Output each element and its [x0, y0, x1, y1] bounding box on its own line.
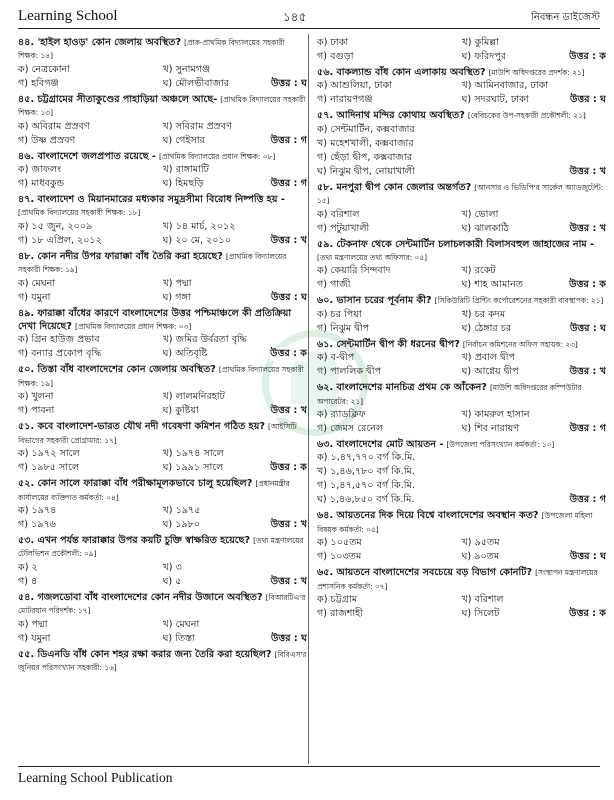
option-row: [317, 422, 606, 436]
option-row: [317, 165, 606, 179]
question-number: ৫৩.: [18, 534, 35, 546]
option: গ) ১৯৭৬: [18, 518, 57, 530]
question-source: [তথ্য মন্ত্রণালয়ের টেলিভিশন প্রকৌশলী: ০৯]: [18, 535, 304, 559]
option: খ) ১৯৭৪ সালে: [162, 448, 224, 460]
question-title: [18, 649, 271, 660]
option-row: [18, 518, 307, 532]
answer: উত্তর : খ: [270, 575, 307, 587]
option: খ) কুমিল্লা: [461, 37, 499, 48]
option: ক) ১৯৭২ সালে: [18, 448, 80, 460]
option: ক) গ্রিন হাউজ প্রভাব: [18, 334, 100, 346]
question-text: [317, 381, 606, 408]
question-source: [প্রাথমিক বিদ্যালয়ের প্রধান শিক্ষক: ০৩]: [74, 322, 192, 332]
option-row: [317, 550, 606, 564]
question-text: [317, 438, 606, 451]
option: ঘ) মৌলভীবাজার: [162, 77, 229, 89]
question-item: [18, 648, 307, 675]
question-stem: 'হাইল হাওড়' কোন জেলায় অবস্থিত?: [37, 37, 182, 48]
question-title: [317, 239, 594, 250]
option: ঘ) সিলেট: [461, 608, 500, 620]
question-number: ৪৯.: [18, 307, 35, 319]
option-row: [18, 504, 307, 518]
question-item: [18, 250, 307, 305]
option: ক) ব-দ্বীপ: [317, 352, 355, 364]
question-stem: চট্টগ্রামের সীতাকুণ্ডের পাহাড়িয়া অঞ্চলে আছে-: [37, 93, 218, 105]
option: ঘ) ঝালকাঠি: [461, 222, 509, 234]
option-row: [18, 404, 307, 418]
question-number: ৬৩.: [317, 439, 334, 451]
option: গ) পাললিক দ্বীপ: [317, 366, 382, 378]
answer: উত্তর : ক: [569, 608, 606, 620]
question-number: ৪৫.: [18, 93, 35, 105]
question-source: [নির্বাচন কমিশনের অফিস সহায়ক: ২৩]: [462, 339, 578, 349]
question-number: ৬৫.: [317, 567, 334, 579]
option-row: [317, 607, 606, 621]
option-row: [18, 134, 307, 148]
header-book-title: নিবন্ধন ডাইজেস্ট: [531, 12, 600, 23]
question-source: [মাউশি অধিদপ্তরের কম্পিউটার অপারেটর: ২১]: [317, 383, 582, 406]
option: ঘ) শাহ আমানত: [461, 279, 523, 291]
option-row: [317, 365, 606, 379]
option: খ) ১,৪৬,৭৮০ বর্গ কি.মি.: [317, 466, 415, 478]
question-number: ৪৮.: [18, 250, 35, 262]
option-row: [18, 220, 307, 234]
question-item: [317, 36, 606, 64]
answer: উত্তর : ঘ: [270, 291, 307, 303]
question-text: [18, 307, 307, 334]
option-row: [317, 351, 606, 365]
question-text: [18, 420, 307, 447]
option: খ) সুনামগঞ্জ: [162, 63, 211, 75]
question-title: [317, 439, 443, 450]
question-text: [18, 193, 307, 220]
question-source: [উপজেলা পরিসংখ্যান কর্মকর্তা: ১০]: [446, 440, 555, 450]
option: ক) সেন্টমার্টিন, কক্সবাজার: [317, 123, 415, 135]
question-number: ৬১.: [317, 338, 334, 350]
question-item: [18, 150, 307, 191]
option: ঘ) সদরঘাট, ঢাকা: [461, 94, 529, 106]
option-row: [317, 536, 606, 550]
option: ক) খুলনা: [18, 391, 54, 403]
question-source: [প্রাথমিক বিদ্যালয়ের প্রধান শিক্ষক: ০৮]: [158, 151, 276, 161]
option: গ) যমুনা: [18, 291, 51, 303]
answer: উত্তর : ঘ: [569, 322, 606, 334]
question-title: [18, 592, 263, 603]
option: গ) উষ্ণ প্রস্রবণ: [18, 134, 76, 146]
option-row: [18, 347, 307, 361]
question-source: [প্রাথমিক বিদ্যালয়ের সহকারী শিক্ষক: ১৮]: [18, 208, 141, 218]
answer: উত্তর : ক: [569, 279, 606, 291]
question-number: ৫১.: [18, 421, 35, 433]
question-text: [317, 509, 606, 536]
option: ক) আশুলিয়া, ঢাকা: [317, 80, 393, 92]
question-text: [317, 294, 606, 307]
question-stem: কোন সালে ফারাক্কা বাঁধ পরীক্ষামূলকভাবে চালু হয়েছিল?: [37, 478, 253, 490]
question-stem: ভাসান চরের পূর্বনাম কী?: [336, 295, 432, 307]
question-stem: গজলডোবা বাঁধ বাংলাদেশের কোন নদীর উজানে অবস্থিত?: [37, 591, 263, 603]
question-item: [317, 294, 606, 335]
answer: উত্তর : খ: [270, 405, 307, 417]
option: ঘ) ১৯৯১ সালে: [162, 462, 224, 474]
option: খ) বরিশাল: [461, 594, 504, 606]
question-item: [317, 381, 606, 436]
option: খ) ৯৫তম: [461, 537, 500, 549]
option-row: [317, 208, 606, 222]
option: গ) গাজী: [317, 279, 351, 291]
question-number: ৪৭.: [18, 194, 35, 206]
question-text: [317, 566, 606, 593]
option-row: [317, 408, 606, 422]
option-row: [317, 278, 606, 292]
option: ক) ২: [18, 561, 38, 573]
question-title: [317, 339, 460, 350]
question-source: [আইসিটি বিভাগের সহকারী প্রোগ্রামার: ১৭]: [18, 422, 297, 445]
question-title: [18, 364, 216, 375]
option: গ) পটুয়াখালী: [317, 222, 370, 234]
answer: উত্তর : ঘ: [270, 77, 307, 89]
option: গ) মাধবকুন্ড: [18, 178, 65, 190]
question-title: [317, 67, 486, 78]
question-source: [মাউশি অধিদপ্তরের প্রদর্শক: ২১]: [488, 68, 585, 77]
option: খ) ১৯৭৫: [162, 504, 201, 516]
question-text: [18, 150, 307, 163]
option: খ) রাঙ্গামাটি: [162, 164, 209, 176]
question-item: [18, 193, 307, 248]
question-text: [18, 534, 307, 561]
question-title: [18, 94, 217, 105]
question-number: ৬২.: [317, 382, 334, 394]
question-item: [317, 238, 606, 293]
option-row: [18, 618, 307, 632]
question-stem: আয়তনে বাংলাদেশের সবচেয়ে বড় বিভাগ কোনটি?: [336, 567, 533, 579]
question-title: [18, 251, 223, 262]
answer: উত্তর : গ: [569, 423, 606, 435]
option-row: [18, 234, 307, 248]
question-stem: ডিএনডি বাঁধ কোন শহর রক্ষা করার জন্য তৈরি করা হয়েছিল?: [37, 648, 272, 660]
option: ঘ) নিঝুম দ্বীপ, নোয়াখালী: [317, 165, 415, 177]
question-title: [18, 478, 252, 489]
question-number: ৪৬.: [18, 150, 35, 162]
answer: উত্তর : খ: [270, 518, 307, 530]
question-stem: আয়তনের দিক দিয়ে বিশ্বে বাংলাদেশের অবস্থান কত?: [336, 510, 539, 522]
answer: উত্তর : খ: [569, 165, 606, 177]
question-text: [317, 238, 606, 265]
question-stem: টেকনাফ থেকে সেন্টমার্টিন চলাচলকারী বিলাসবহুল জাহাজের নাম -: [336, 238, 595, 250]
option-row: [18, 277, 307, 291]
question-text: [18, 363, 307, 390]
option: গ) ১০৩তম: [317, 551, 362, 563]
option: গ) ছেঁড়া দ্বীপ, কক্সবাজার: [317, 151, 413, 163]
option-row: [18, 77, 307, 91]
question-number: ৫০.: [18, 364, 35, 376]
question-title: [18, 535, 250, 546]
question-source: [আনসার ও ভিডিপি'র সার্কেল অ্যাডজুটেন্ট: ১৫]: [317, 182, 604, 206]
question-source: [সংস্থাপন মন্ত্রণালয়ের প্রশাসনিক কর্মকর্তা: ০৭]: [317, 568, 598, 591]
option: গ) বগুড়া: [317, 51, 354, 62]
option: গ) ১৯৮৫ সালে: [18, 462, 80, 474]
option: গ) ৪: [18, 575, 38, 587]
option: ক) নেত্রকোনা: [18, 63, 71, 75]
option: ক) কেয়ারি সিন্দবাদ: [317, 265, 391, 277]
question-title: [317, 110, 465, 121]
answer: উত্তর : খ: [569, 222, 606, 234]
question-stem: বাংলাদেশের মোট আয়তন -: [336, 439, 444, 451]
option: ঘ) অতিবৃষ্টি: [162, 348, 208, 360]
question-stem: তিস্তা বাঁধ বাংলাদেশের কোন জেলায় অবস্থিত?: [37, 364, 216, 376]
right-column: [317, 36, 606, 764]
question-text: [18, 648, 307, 675]
question-text: [18, 591, 307, 618]
question-source: [প্রাথমিক বিদ্যালয়ের সহকারী শিক্ষক: ১৩]: [18, 94, 306, 118]
answer: উত্তর : ক: [569, 51, 606, 62]
footer-publisher: Learning School Publication: [18, 770, 173, 785]
question-title: [317, 567, 532, 578]
option: খ) আমিনবাজার, ঢাকা: [461, 80, 549, 92]
option: ঘ) আগ্নেয় দ্বীপ: [461, 366, 519, 378]
option-row: [18, 390, 307, 404]
question-title: [18, 37, 181, 48]
option: খ) সবিরাম প্রস্রবণ: [162, 120, 232, 132]
option-row: [18, 177, 307, 191]
option-row: [317, 36, 606, 50]
option: গ) রাজশাহী: [317, 608, 363, 620]
option: ঘ) ৯০তম: [461, 551, 500, 563]
option-row: [317, 93, 606, 107]
question-stem: সেন্টমার্টিন দ্বীপ কী ধরনের দ্বীপ?: [336, 338, 460, 350]
answer: উত্তর : ঘ: [569, 551, 606, 563]
question-number: ৫৯.: [317, 238, 334, 250]
option-row: [317, 451, 606, 465]
question-number: ৬০.: [317, 295, 334, 307]
question-item: [18, 534, 307, 589]
option-row: [317, 151, 606, 165]
option-row: [317, 308, 606, 322]
option-row: [18, 291, 307, 305]
column-divider: [308, 34, 309, 764]
option: খ) ভোলা: [461, 208, 499, 220]
option-row: [18, 632, 307, 646]
option-row: [18, 575, 307, 589]
question-item: [18, 591, 307, 646]
option-row: [317, 322, 606, 336]
question-number: ৫৪.: [18, 591, 35, 603]
option: ক) বরিশাল: [317, 208, 360, 220]
option: গ) ১,৪৭,৫৭০ বর্গ কি.মি.: [317, 480, 415, 492]
question-item: [18, 93, 307, 148]
question-text: [18, 36, 307, 63]
option-row: [18, 333, 307, 347]
option: গ) জেমস রেনেল: [317, 423, 384, 435]
option: খ) মহেশখালী, কক্সবাজার: [317, 137, 414, 149]
question-text: [18, 93, 307, 120]
answer: উত্তর : ঘ: [569, 94, 606, 106]
option-row: [317, 593, 606, 607]
option-row: [317, 79, 606, 93]
question-title: [18, 194, 285, 205]
question-stem: ফারাক্কা বাঁধের কারণে বাংলাদেশের উত্তর পশ্চিমাঞ্চলে কী প্রতিক্রিয়া দেখা দিয়েছে?: [18, 307, 292, 333]
question-text: [317, 338, 606, 351]
question-item: [317, 338, 606, 379]
question-item: [317, 181, 606, 236]
question-title: [317, 182, 471, 193]
question-item: [317, 509, 606, 564]
option: গ) ১৮ এপ্রিল, ২০১২: [18, 234, 102, 246]
option-row: [317, 493, 606, 507]
question-title: [18, 421, 265, 432]
option: ঘ) গেইসার: [162, 134, 205, 146]
option: গ) যমুনা: [18, 632, 51, 644]
option-row: [317, 50, 606, 64]
option: গ) নিঝুম দ্বীপ: [317, 322, 370, 334]
question-number: ৪৪.: [18, 37, 35, 48]
answer: উত্তর : খ: [270, 234, 307, 246]
question-title: [317, 295, 432, 306]
option-row: [317, 123, 606, 137]
answer: উত্তর : গ: [270, 134, 307, 146]
option: ঘ) ১,৪৬,৮৫০ বর্গ কি.মি.: [317, 494, 415, 506]
option: ঘ) তিস্তা: [162, 632, 195, 644]
option: খ) মেঘনা: [162, 618, 200, 630]
option-row: [317, 264, 606, 278]
option-row: [18, 447, 307, 461]
option: খ) প্রবাল দ্বীপ: [461, 352, 516, 364]
option: ঘ) কুষ্টিয়া: [162, 405, 199, 417]
option: ঘ) শিব নারায়ণ: [461, 423, 520, 435]
question-number: ৫২.: [18, 478, 35, 490]
question-source: [বিআরটিএ'র মোটরযান পরিদর্শক: ১৭]: [18, 592, 306, 616]
answer: উত্তর : গ: [270, 178, 307, 190]
answer: উত্তর : ঘ: [270, 632, 307, 644]
question-stem: কবে বাংলাদেশ-ভারত যৌথ নদী গবেষণা কমিশন গঠিত হয়?: [37, 421, 265, 433]
option: গ) পাবনা: [18, 405, 55, 417]
question-number: ৫৫.: [18, 648, 35, 660]
option: ক) চট্টগ্রাম: [317, 594, 358, 606]
option: খ) চর কদম: [461, 308, 506, 320]
option: ক) ১,৪৭,৭৭০ বর্গ কি.মি.: [317, 452, 416, 464]
header-brand: Learning School: [18, 8, 118, 24]
question-item: [18, 363, 307, 418]
option-row: [18, 461, 307, 475]
question-item: [317, 66, 606, 107]
option: ক) অবিরাম প্রস্রবণ: [18, 120, 90, 132]
option: খ) রকেট: [461, 265, 496, 277]
question-source: [তথ্য মন্ত্রণালয়ের তথ্য অফিসার: ০৫]: [317, 253, 427, 263]
option: গ) হবিগঞ্জ: [18, 77, 59, 89]
question-item: [317, 109, 606, 178]
question-source: [বেবিচকের উপ-সহকারী প্রকৌশলী: ২১]: [467, 111, 586, 121]
option: ঘ) ৫: [162, 575, 182, 587]
question-stem: আদিনাথ মন্দির কোথায় অবস্থিত?: [336, 110, 465, 122]
option: ক) ১০৫তম: [317, 537, 362, 549]
question-text: [18, 477, 307, 504]
question-number: ৫৭.: [317, 110, 334, 122]
question-source: [বিবিএস'র জুনিয়র পরিসংখ্যান সহকারী: ১৬]: [18, 649, 307, 672]
option-row: [317, 479, 606, 493]
option: ক) র‍্যাডক্লিফ: [317, 409, 366, 421]
option: গ) নারায়ণগঞ্জ: [317, 94, 373, 106]
option-row: [317, 465, 606, 479]
left-column: [18, 36, 307, 764]
question-text: [317, 66, 606, 79]
page-header: [18, 8, 600, 29]
question-item: [18, 477, 307, 532]
option: ঘ) গঙ্গা: [162, 291, 191, 303]
question-source: [সিকিউরিটি প্রিন্টিং কর্পোরেশনের সহকারী ব্যবস্থাপক: ২১]: [434, 296, 604, 306]
page-footer: [18, 766, 600, 786]
option: ক) চর পিয়া: [317, 308, 362, 320]
question-item: [317, 438, 606, 507]
question-source: [উপজেলা মহিলা বিষয়ক কর্মকর্তা: ০৫]: [317, 511, 593, 534]
question-stem: এখন পর্যন্ত ফারাক্কার উপর কয়টি চুক্তি স্বাক্ষরিত হয়েছে?: [37, 534, 251, 546]
option: ক) জাফলং: [18, 164, 62, 176]
question-stem: বাংলাদেশের মানচিত্র প্রথম কে আঁকেন?: [336, 382, 487, 394]
answer: উত্তর : খ: [569, 366, 606, 378]
page-number: ১৪৫: [283, 10, 307, 24]
question-title: [18, 151, 156, 162]
option: খ) ৩: [162, 561, 182, 573]
question-text: [317, 181, 606, 208]
option-row: [18, 163, 307, 177]
question-item: [317, 566, 606, 621]
option-row: [18, 561, 307, 575]
option: গ) বন্যার প্রকোপ বৃদ্ধি: [18, 348, 102, 360]
option: ঘ) ১৯৮০: [162, 518, 201, 530]
option: খ) জমির উর্বরতা বৃদ্ধি: [162, 334, 247, 346]
option-row: [18, 120, 307, 134]
question-item: [18, 36, 307, 91]
question-title: [317, 510, 538, 521]
option-row: [18, 63, 307, 77]
option: ক) ঢাকা: [317, 37, 349, 48]
option-row: [317, 222, 606, 236]
answer: উত্তর : গ: [569, 494, 606, 506]
option: ঘ) ২০ মে, ২০১০: [162, 234, 232, 246]
question-source: [প্রাথমিক বিদ্যালয়ের সহকারী শিক্ষক: ১৯]: [18, 365, 304, 388]
option-row: [317, 137, 606, 151]
question-stem: কোন নদীর উপর ফারাক্কা বাঁধ তৈরি করা হয়েছে?: [37, 250, 223, 262]
question-stem: মনপুরা দ্বীপ কোন জেলার অন্তর্গত?: [336, 181, 472, 193]
option: খ) লালমনিরহাট: [162, 391, 225, 403]
option: ক) ১৯৭৪: [18, 504, 57, 516]
option: ঘ) ঠেঙ্গার চর: [461, 322, 512, 334]
question-number: ৬৪.: [317, 510, 334, 522]
option: খ) পদ্মা: [162, 277, 192, 289]
question-stem: বাংলাদেশ ও মিয়ানমারের মধ্যকার সমুদ্রসীমা বিরোধ নিষ্পত্তি হয় -: [37, 194, 285, 206]
question-number: ৫৮.: [317, 181, 334, 193]
option: ক) ১৫ জুন, ২০০৯: [18, 220, 93, 232]
option: ক) মেঘনা: [18, 277, 56, 289]
option: ক) পদ্মা: [18, 618, 48, 630]
answer: উত্তর : ক: [270, 348, 307, 360]
question-text: [317, 109, 606, 122]
question-item: [18, 420, 307, 475]
question-source: [প্রাক-প্রাথমিক বিদ্যালয়ের সহকারী শিক্ষক: ১৪]: [18, 38, 285, 61]
option: খ) কামরুল হাসান: [461, 409, 530, 421]
answer: উত্তর : ক: [270, 462, 307, 474]
question-stem: বাকল্যান্ড বাঁধ কোন এলাকায় অবস্থিত?: [336, 67, 486, 78]
question-text: [18, 250, 307, 277]
option: ঘ) হিমছড়ি: [162, 178, 204, 190]
question-title: [317, 382, 487, 393]
question-number: ৫৬.: [317, 67, 334, 78]
option: খ) ১৪ মার্চ, ২০১২: [162, 220, 236, 232]
question-source: [প্রাথমিক বিদ্যালয়ের সহকারী শিক্ষক: ১৯]: [18, 251, 287, 275]
question-stem: বাংলাদেশে জলপ্রপাত রয়েছে -: [37, 150, 156, 162]
question-item: [18, 307, 307, 362]
question-source: [প্রধানমন্ত্রীর কার্যালয়ের ব্যক্তিগত কর্মকর্তা: ০৪]: [18, 479, 290, 502]
option: ঘ) ফরিদপুর: [461, 51, 507, 62]
